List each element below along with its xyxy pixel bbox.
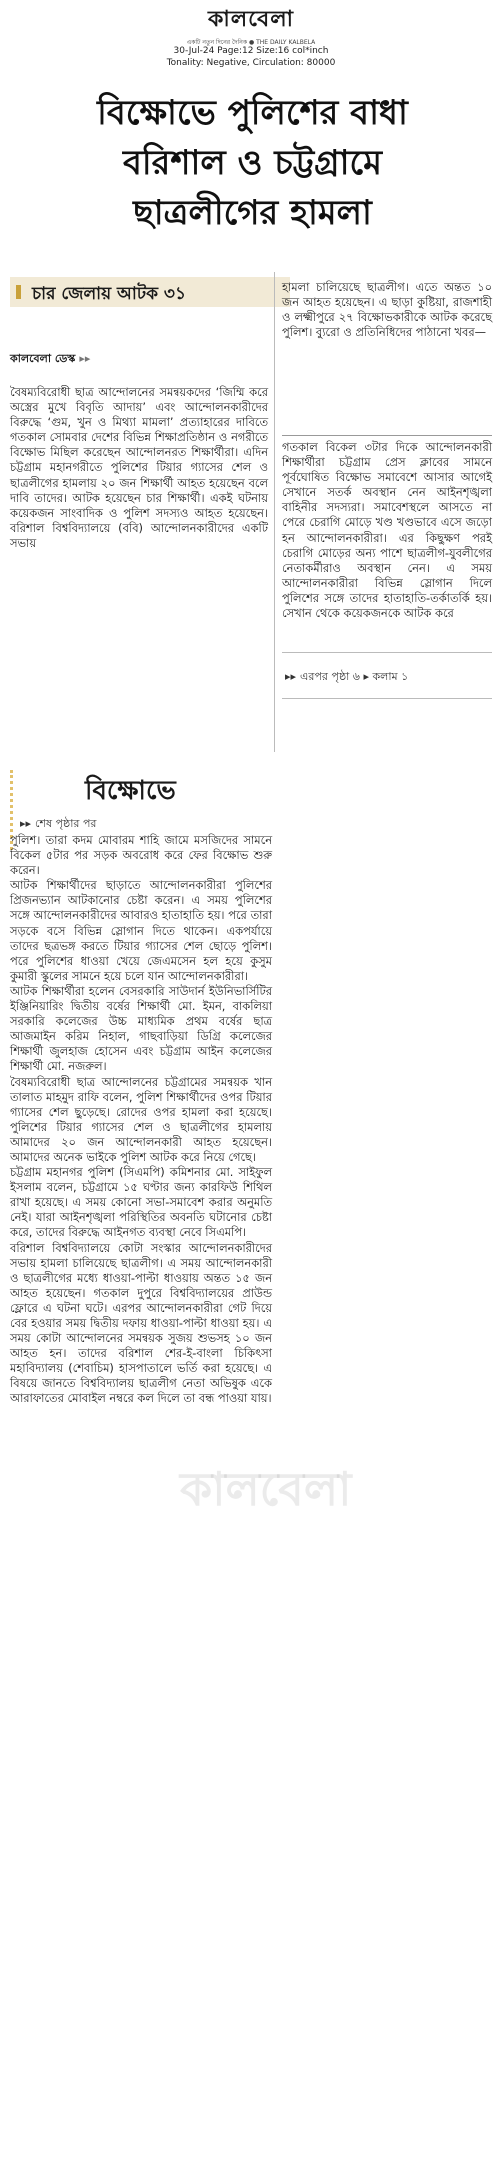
headline-line-1: বিক্ষোভে পুলিশের বাধা bbox=[97, 93, 408, 133]
article-body-right-top bbox=[282, 280, 492, 340]
jump-text: এরপর পৃষ্ঠা ৬ ▸ কলাম ১ bbox=[300, 670, 409, 683]
masthead bbox=[0, 0, 502, 50]
subheadline-bar bbox=[10, 277, 290, 307]
subheadline: চার জেলায় আটক ৩১ bbox=[32, 284, 186, 304]
jump-divider-top bbox=[282, 652, 492, 653]
article-paragraph: আটক শিক্ষার্থীরা হলেন বেসরকারি সাউদার্ন ইউনিভার্সিটির ইঞ্জিনিয়ারিং দ্বিতীয় বর্ষের শিক্ষার্থী মো. ইমন, বাকলিয়া সরকারি কলেজের উচ্চ মাধ্যমিক প্রথম বর্ষের ছাত্র আজমাইন করিম নিহাল, গাছবাড়িয়া ডিগ্রি কলেজের শিক্ষার্থী জুলহাজ হোসেন এবং চট্টগ্রাম আইন কলেজের শিক্ষার্থী মো. নজরুল। bbox=[10, 983, 272, 1074]
article-body-right-bottom bbox=[282, 440, 492, 621]
article-paragraph: বৈষম্যবিরোধী ছাত্র আন্দোলনের সমন্বয়কদের ‘জিম্মি করে অস্ত্রের মুখে বিবৃতি আদায়’ এবং আন্দোলনকারীদের বিরুদ্ধে ‘গুম, খুন ও মিথ্যা মামলা’ প্রত্যাহারের দাবিতে গতকাল সোমবার দেশের বিভিন্ন শিক্ষাপ্রতিষ্ঠান ও নগরীতে বিক্ষোভ মিছিল করেছেন আন্দোলনরত শিক্ষার্থীরা। এদিন চট্টগ্রাম মহানগরীতে পুলিশের টিয়ার গ্যাসের শেল ও ছাত্রলীগের হামলায় ২০ জন শিক্ষার্থী আহত হয়েছেন বলে দাবি তাদের। আটক হয়েছেন চার শিক্ষার্থী। একই ঘটনায় কয়েকজন সাংবাদিক ও পুলিশ সদস্যও আহত হয়েছেন। বরিশাল বিশ্ববিদ্যালয়ে (ববি) আন্দোলনকারীদের একটি সভায় bbox=[10, 385, 268, 550]
article-body-left bbox=[10, 385, 268, 551]
jump-line bbox=[285, 668, 408, 687]
article-paragraph: হামলা চালিয়েছে ছাত্রলীগ। এতে অন্তত ১০ জন আহত হয়েছেন। এ ছাড়া কুষ্টিয়া, রাজশাহী ও লক্ষ্মীপুরে ২৭ বিক্ষোভকারীকে আটক করেছে পুলিশ। ব্যুরো ও প্রতিনিধিদের পাঠানো খবর— bbox=[282, 280, 492, 340]
clipping-meta-date-page: 30-Jul-24 Page:12 Size:16 col*inch bbox=[173, 46, 329, 56]
continuation-body bbox=[10, 833, 272, 1407]
byline bbox=[10, 350, 90, 369]
article-paragraph: বরিশাল বিশ্ববিদ্যালয়ে কোটা সংস্কার আন্দোলনকারীদের সভায় হামলা চালিয়েছে ছাত্রলীগ। এ সময় আন্দোলনকারী ও ছাত্রলীগের মধ্যে ধাওয়া-পাল্টা ধাওয়ায় অন্তত ১৫ জন আহত হয়েছেন। গতকাল দুপুরে বিশ্ববিদ্যালয়ের প্রাউন্ড ফ্লোরে এ ঘটনা ঘটে। এরপর আন্দোলনকারীরা গেট দিয়ে বের হওয়ার সময় দ্বিতীয় দফায় ধাওয়া-পাল্টা ধাওয়া হয়। এ সময় কোটা আন্দোলনের সমন্বয়ক সুজয় শুভসহ ১০ জন আহত হন। তাদের বরিশাল শের-ই-বাংলা চিকিৎসা মহাবিদ্যালয় (শেবাচিম) হাসপাতালে ভর্তি করা হয়েছে। এ বিষয়ে জানতে বিশ্ববিদ্যালয় ছাত্রলীগ নেতা অভিষুক একে আরাফাতের মোবাইল নম্বরে কল দিলে তা বন্ধ পাওয়া যায়। bbox=[10, 1240, 272, 1406]
headline bbox=[40, 88, 465, 238]
newspaper-tagline: একটি নতুন দিনের দৈনিক ● THE DAILY KALBELA bbox=[186, 39, 316, 46]
headline-line-3: ছাত্রলীগের হামলা bbox=[133, 193, 372, 233]
paragraph-divider bbox=[282, 435, 492, 436]
jump-divider-bottom bbox=[282, 698, 492, 699]
watermark: কালবেলা bbox=[180, 1462, 352, 1516]
continuation-arrow-icon: ▸▸ bbox=[20, 817, 32, 830]
article-paragraph: আটক শিক্ষার্থীদের ছাড়াতে আন্দোলনকারীরা পুলিশের প্রিজনভ্যান আটকানোর চেষ্টা করেন। এ সময় পুলিশের সঙ্গে আন্দোলনকারীদের আবারও হাতাহাতি হয়। পরে তারা সড়কে বসে বিভিন্ন স্লোগান দিতে থাকেন। একপর্যায়ে তাদের ছত্রভঙ্গ করতে টিয়ার গ্যাসের শেল ছোড়ে পুলিশ। পরে পুলিশের ধাওয়া খেয়ে জেএমসেন হল হয়ে কুসুম কুমারী স্কুলের সামনে হয়ে চলে যান আন্দোলনকারীরা। bbox=[10, 878, 272, 983]
article-paragraph: পুলিশ। তারা কদম মোবারম শাহি জামে মসজিদের সামনে বিকেল ৫টার পর সড়ক অবরোধ করে ফের বিক্ষোভ শুরু করেন। bbox=[10, 833, 272, 878]
continuation-title: বিক্ষোভে bbox=[85, 776, 176, 806]
newspaper-logo: কালবেলা bbox=[207, 6, 295, 32]
clipping-meta-tonality: Tonality: Negative, Circulation: 80000 bbox=[166, 58, 336, 68]
column-divider bbox=[274, 272, 275, 752]
byline-text: কালবেলা ডেস্ক bbox=[10, 352, 76, 365]
article-paragraph: গতকাল বিকেল ৩টার দিকে আন্দোলনকারী শিক্ষার্থীরা চট্টগ্রাম প্রেস ক্লাবের সামনে পূর্বঘোষিত বিক্ষোভ সমাবেশে আসার আগেই সেখানে সতর্ক অবস্থান নেন আইনশৃঙ্খলা বাহিনীর সদস্যরা। সমাবেশস্থলে আসতে না পেরে চেরাগি মোড়ে খণ্ড খণ্ডভাবে এসে জড়ো হন আন্দোলনকারীরা। এর কিছুক্ষণ পরই চেরাগি মোড়ের অন্য পাশে ছাত্রলীগ-যুবলীগের নেতাকর্মীরাও অবস্থান নেন। এ সময় আন্দোলনকারীরা বিভিন্ন স্লোগান দিলে পুলিশের সঙ্গে তাদের হাতাহাতি-তর্কাতর্কি হয়। সেখান থেকে কয়েকজনকে আটক করে bbox=[282, 440, 492, 621]
jump-arrow-icon: ▸▸ bbox=[285, 670, 297, 683]
article-paragraph: বৈষম্যবিরোধী ছাত্র আন্দোলনের চট্টগ্রামের সমন্বয়ক খান তালাত মাহমুদ রাফি বলেন, পুলিশ শিক্ষার্থীদের ওপর টিয়ার গ্যাসের শেল ছুড়েছে। রোদের ওপর হামলা করা হয়েছে। পুলিশের টিয়ার গ্যাসের শেল ও ছাত্রলীগের হামলায় আমাদের ২০ জন আন্দোলনকারী আহত হয়েছেন। আমাদের অনেক ভাইকে পুলিশ আটক করে নিয়ে গেছে। bbox=[10, 1074, 272, 1164]
continuation-from bbox=[20, 815, 96, 834]
article-paragraph: চট্টগ্রাম মহানগর পুলিশ (সিএমপি) কমিশনার মো. সাইফুল ইসলাম বলেন, চট্টগ্রামে ১৫ ঘণ্টার জন্য কারফিউ শিথিল রাখা হয়েছে। এ সময় কোনো সভা-সমাবেশ করার অনুমতি নেই। যারা আইনশৃঙ্খলা পরিস্থিতির অবনতি ঘটানোর চেষ্টা করে, তাদের বিরুদ্ধে আইনগত ব্যবস্থা নেবে সিএমপি। bbox=[10, 1165, 272, 1240]
continuation-from-text: শেষ পৃষ্ঠার পর bbox=[35, 817, 97, 830]
headline-line-2: বরিশাল ও চট্টগ্রামে bbox=[122, 143, 383, 183]
subheadline-marker bbox=[16, 285, 21, 299]
byline-arrows: ▸▸ bbox=[79, 352, 91, 365]
